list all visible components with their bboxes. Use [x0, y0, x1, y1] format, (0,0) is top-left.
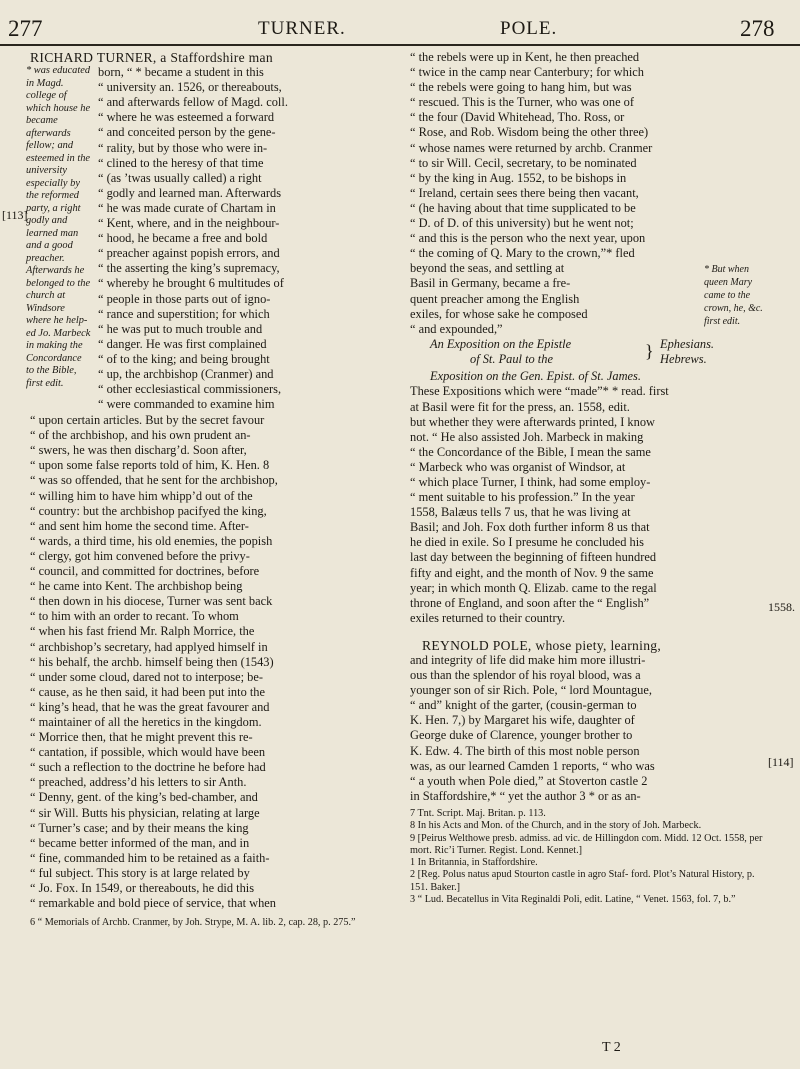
- text-line: “ other ecclesiastical commissioners,: [98, 382, 282, 397]
- text-line: Basil; and Joh. Fox doth further inform 8 us that: [410, 520, 650, 535]
- text-line: “ fine, commanded him to be retained as a faith-: [30, 850, 270, 865]
- text-line: “ country: but the archbishop pacifyed the king,: [30, 503, 267, 518]
- note-line: queen Mary: [704, 277, 753, 289]
- note-line: first edit.: [704, 316, 741, 328]
- text-line: “ rality, but by those who were in-: [98, 140, 268, 155]
- text-line: throne of England, and soon after the “ English”: [410, 595, 650, 610]
- footnote-2: 2 [Reg. Polus natus apud Stourton castle in agro Staf- ford. Plot’s Natural History, p. 151. Baker.]: [410, 869, 755, 893]
- text-line: “ he was put to much trouble and: [98, 321, 263, 336]
- left-bracket-ref: [113]: [2, 208, 28, 222]
- text-line: “ when his fast friend Mr. Ralph Morrice, the: [30, 624, 255, 639]
- signature-mark: T 2: [602, 1040, 621, 1055]
- text-line: “ upon certain articles. But by the secret favour: [30, 413, 265, 428]
- pole-heading-line: REYNOLD POLE, whose piety, learning,: [422, 637, 662, 653]
- text-line: “ which place Turner, I think, had some employ-: [410, 474, 651, 489]
- text-line: “ the rebels were going to hang him, but was: [410, 80, 632, 95]
- turner-heading-line: RICHARD TURNER, a Staffordshire man: [30, 50, 273, 65]
- text-line: “ a youth when Pole died,” at Stoverton castle 2: [410, 773, 648, 788]
- turner-wrapped-block: [26, 65, 398, 413]
- text-line: “ people in those parts out of igno-: [98, 291, 271, 306]
- text-line: in Staffordshire,* “ yet the author 3 * or as an-: [410, 788, 641, 803]
- text-line: quent preacher among the English: [410, 291, 580, 306]
- text-line: “ maintainer of all the heretics in the kingdom.: [30, 714, 262, 729]
- right-bracket-ref: [114]: [768, 755, 794, 769]
- work-paul: of St. Paul to the: [470, 352, 553, 367]
- text-line: “ preacher against popish errors, and: [98, 246, 280, 261]
- text-line: beyond the seas, and settling at: [410, 261, 565, 276]
- text-line: “ cause, as he then said, it had been put into the: [30, 684, 266, 699]
- exile-block: [410, 261, 778, 337]
- turner-continued: [410, 50, 778, 261]
- text-line: “ the Concordance of the Bible, I mean the same: [410, 444, 651, 459]
- footnote-1: 1 In Britannia, in Staffordshire.: [410, 857, 538, 869]
- work-exposition-title: An Exposition on the Epistle: [430, 337, 572, 352]
- text-line: “ king’s head, that he was the great favourer and: [30, 699, 270, 714]
- text-line: “ the asserting the king’s supremacy,: [98, 261, 280, 276]
- text-line: “ twice in the camp near Canterbury; for which: [410, 65, 644, 80]
- text-line: born, “ * became a student in this: [98, 65, 264, 80]
- text-line: “ sir Will. Butts his physician, relating at large: [30, 805, 260, 820]
- text-line: fifty and eight, and the month of Nov. 9 the same: [410, 565, 654, 580]
- left-running-title: TURNER.: [258, 18, 346, 39]
- text-line: “ of to the king; and being brought: [98, 351, 270, 366]
- text-line: “ the coming of Q. Mary to the crown,”* fled: [410, 246, 635, 261]
- text-line: not. “ He also assisted Joh. Marbeck in making: [410, 429, 644, 444]
- text-line: “ and sent him home the second time. After-: [30, 518, 249, 533]
- text-line: “ hood, he became a free and bold: [98, 231, 268, 246]
- text-line: “ and expounded,”: [410, 321, 503, 336]
- text-line: at Basil were fit for the press, an. 1558, edit.: [410, 399, 630, 414]
- footnotes-right: [410, 808, 770, 906]
- left-page-number: 277: [8, 16, 43, 41]
- text-line: “ danger. He was first complained: [98, 336, 267, 351]
- text-line: “ where he was esteemed a forward: [98, 110, 275, 125]
- text-line: “ and conceited person by the gene-: [98, 125, 276, 140]
- text-line: K. Edw. 4. The birth of this most noble person: [410, 743, 640, 758]
- text-line: “ godly and learned man. Afterwards: [98, 185, 282, 200]
- note-line: * But when: [704, 264, 749, 276]
- text-line: “ such a reflection to the doctrine he before had: [30, 760, 266, 775]
- running-header: [0, 14, 800, 44]
- turner-full-width-lines: [30, 413, 398, 911]
- footnote-7: 7 Tnt. Script. Maj. Britan. p. 113.: [410, 807, 546, 819]
- text-line: “ whereby he brought 6 multitudes of: [98, 276, 284, 291]
- text-line: “ archbishop’s secretary, had applyed himself in: [30, 639, 268, 654]
- text-line: “ clergy, got him convened before the privy-: [30, 548, 250, 563]
- inline-note-first-edit: [704, 263, 780, 328]
- text-line: “ preached, address’d his letters to sir Anth.: [30, 775, 247, 790]
- text-line: Basil in Germany, became a fre-: [410, 276, 571, 291]
- note-line: crown, he, &c.: [704, 303, 763, 315]
- text-line: “ Denny, gent. of the king’s bed-chamber, and: [30, 790, 258, 805]
- text-line: 1558, Balæus tells 7 us, that he was living at: [410, 505, 631, 520]
- text-line: “ ment suitable to his profession.” In the year: [410, 490, 635, 505]
- works-list: [410, 337, 778, 369]
- right-running-title: POLE.: [500, 18, 558, 39]
- text-line: exiles returned to their country.: [410, 610, 566, 625]
- text-line: “ Morrice then, that he might prevent this re-: [30, 730, 253, 745]
- footnote-8: 8 In his Acts and Mon. of the Church, and in the story of Joh. Marbeck.: [410, 820, 702, 832]
- pole-paragraph: [410, 638, 778, 804]
- right-page-number: 278: [740, 16, 775, 41]
- text-line: “ university an. 1526, or thereabouts,: [98, 80, 282, 95]
- work-hebrews: Hebrews.: [660, 352, 707, 367]
- text-line: “ then down in his diocese, Turner was sent back: [30, 594, 273, 609]
- text-line: “ Marbeck who was organist of Windsor, at: [410, 459, 626, 474]
- footnote-6: 6 “ Memorials of Archb. Cranmer, by Joh. Strype, M. A. lib. 2, cap. 28, p. 275.”: [30, 917, 356, 929]
- text-line: “ he was made curate of Chartam in: [98, 200, 276, 215]
- text-line: “ rance and superstition; for which: [98, 306, 270, 321]
- text-line: “ clined to the heresy of that time: [98, 155, 264, 170]
- text-line: “ ful subject. This story is at large related by: [30, 865, 250, 880]
- text-line: year; in which month Q. Elizab. came to the regal: [410, 580, 657, 595]
- text-line: “ under some cloud, dared not to interpose; be-: [30, 669, 263, 684]
- text-line: “ Kent, where, and in the neighbour-: [98, 216, 280, 231]
- text-line: “ and afterwards fellow of Magd. coll.: [98, 95, 288, 110]
- text-line: “ by the king in Aug. 1552, to be bishops in: [410, 170, 627, 185]
- text-line: was, as our learned Camden 1 reports, “ who was: [410, 758, 655, 773]
- exile-lines: [410, 261, 700, 336]
- text-line: “ of the archbishop, and his own prudent an-: [30, 428, 251, 443]
- text-line: K. Hen. 7,) by Margaret his wife, daughter of: [410, 713, 635, 728]
- text-line: “ upon some false reports told of him, K. Hen. 8: [30, 458, 270, 473]
- text-line: These Expositions which were “made”* * read. first: [410, 384, 669, 399]
- footnote-3: 3 “ Lud. Becatellus in Vita Reginaldi Poli, edit. Latine, “ Venet. 1563, fol. 7, b.”: [410, 894, 736, 906]
- text-line: “ council, and committed for doctrines, before: [30, 564, 260, 579]
- text-line: “ rescued. This is the Turner, who was one of: [410, 95, 634, 110]
- note-line: came to the: [704, 290, 751, 302]
- right-column: [410, 50, 778, 906]
- right-year-ref: 1558.: [768, 600, 795, 614]
- text-line: “ up, the archbishop (Cranmer) and: [98, 366, 274, 381]
- text-line: “ (he having about that time supplicated to be: [410, 200, 636, 215]
- text-line: “ became better informed of the man, and in: [30, 835, 250, 850]
- text-line: “ Rose, and Rob. Wisdom being the other three): [410, 125, 649, 140]
- text-line: “ remarkable and bold piece of service, that when: [30, 896, 276, 911]
- header-rule: [0, 44, 800, 46]
- text-line: “ cantation, if possible, which would have been: [30, 745, 266, 760]
- text-line: “ to him with an order to recant. To whom: [30, 609, 239, 624]
- text-line: “ swers, he was then discharg’d. Soon after,: [30, 443, 247, 458]
- text-line: “ wards, a third time, his old enemies, the popish: [30, 533, 273, 548]
- work-james: Exposition on the Gen. Epist. of St. James.: [430, 369, 641, 384]
- text-line: “ was so offended, that he sent for the archbishop,: [30, 473, 278, 488]
- text-line: “ to sir Will. Cecil, secretary, to be nominated: [410, 155, 637, 170]
- left-column: [26, 50, 398, 929]
- text-line: “ willing him to have him whipp’d out of the: [30, 488, 253, 503]
- text-line: “ (as ’twas usually called) a right: [98, 170, 262, 185]
- text-line: “ Turner’s case; and by their means the king: [30, 820, 249, 835]
- text-line: “ whose names were returned by archb. Cranmer: [410, 140, 653, 155]
- text-line: exiles, for whose sake he composed: [410, 306, 588, 321]
- text-line: younger son of sir Rich. Pole, “ lord Mountague,: [410, 683, 652, 698]
- text-line: “ the four (David Whitehead, Tho. Ross, or: [410, 110, 625, 125]
- text-line: but whether they were afterwards printed, I know: [410, 414, 655, 429]
- text-line: “ and” knight of the garter, (cousin-german to: [410, 698, 637, 713]
- text-line: “ his behalf, the archb. himself being then (1543): [30, 654, 274, 669]
- footnote-9: 9 [Peirus Welthowe presb. admiss. ad vic. de Hillingdon com. Midd. 12 Oct. 1558, per mort. Ric’i Turner. Regist. Lond. Kennet.]: [410, 832, 763, 856]
- text-line: “ Jo. Fox. In 1549, or thereabouts, he did this: [30, 881, 255, 895]
- text-line: George duke of Clarence, younger brother to: [410, 728, 633, 743]
- brace: }: [645, 341, 654, 362]
- work-ephesians: Ephesians.: [660, 337, 715, 352]
- expositions-paragraph: [410, 384, 778, 626]
- text-line: “ were commanded to examine him: [98, 397, 275, 412]
- turner-narrow-lines: [98, 65, 398, 412]
- text-line: “ D. of D. of this university) but he went not;: [410, 216, 634, 231]
- text-line: and integrity of life did make him more illustri-: [410, 653, 646, 667]
- text-line: “ the rebels were up in Kent, he then preached: [410, 50, 640, 64]
- text-line: ous than the splendor of his royal blood, was a: [410, 668, 641, 683]
- spacer: [410, 626, 778, 638]
- text-line: “ he came into Kent. The archbishop being: [30, 579, 243, 594]
- text-line: “ Ireland, certain sees there being then vacant,: [410, 185, 639, 200]
- text-line: he died in exile. So I presume he concluded his: [410, 535, 644, 550]
- text-line: last day between the beginning of fifteen hundred: [410, 550, 657, 565]
- margin-note-turner: * was educated in Magd. college of which house he became afterwards fellow; and esteemed in the university especially by the reformed party, a right godly and learned man and a good preacher. Afterwards he belonged to the church at Windsore where he help- ed Jo. Marbeck in making the Concordance to the Bible, first edit.: [26, 65, 91, 389]
- text-line: “ and this is the person who the next year, upon: [410, 231, 646, 246]
